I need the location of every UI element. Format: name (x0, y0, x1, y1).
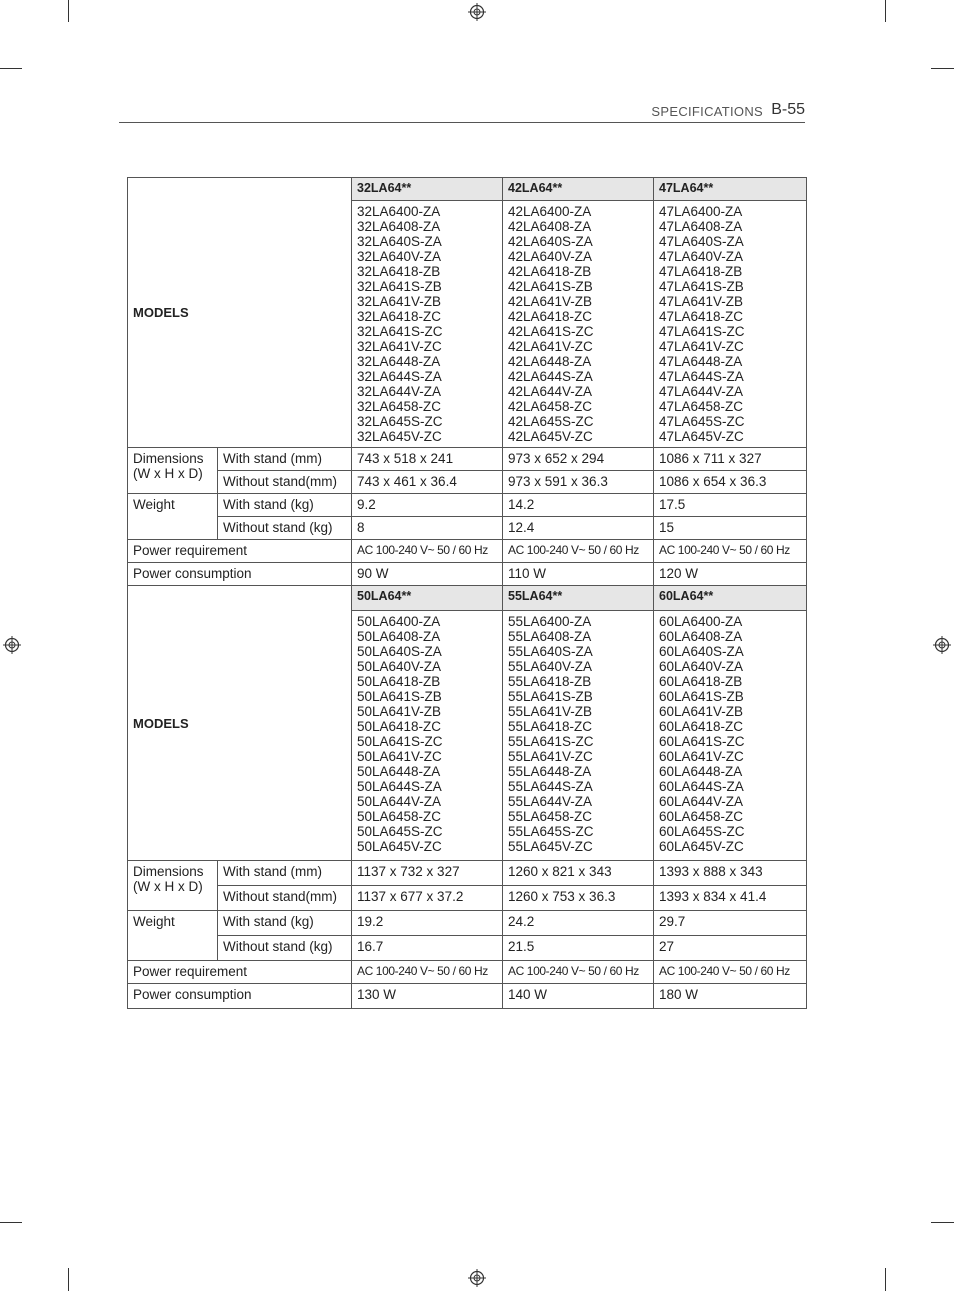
crosshair-registration-icon (933, 636, 951, 654)
crosshair-registration-icon (3, 636, 21, 654)
model-column-header: 47LA64** (654, 178, 807, 201)
crop-mark (931, 1222, 954, 1223)
crosshair-registration-icon (468, 3, 486, 21)
with-stand-mm-label: With stand (mm) (218, 861, 352, 886)
crop-mark (68, 1268, 69, 1291)
table-cell: 110 W (503, 563, 654, 586)
table-cell: 19.2 (352, 911, 503, 936)
models-label: MODELS (128, 586, 352, 861)
table-cell: 1137 x 677 x 37.2 (352, 886, 503, 911)
crop-mark (885, 1268, 886, 1291)
without-stand-kg-label: Without stand (kg) (218, 936, 352, 961)
table-cell: 1137 x 732 x 327 (352, 861, 503, 886)
table-cell: 8 (352, 517, 503, 540)
table-cell: 27 (654, 936, 807, 961)
model-column-header: 32LA64** (352, 178, 503, 201)
without-stand-kg-label: Without stand (kg) (218, 517, 352, 540)
without-stand-mm-label: Without stand(mm) (218, 471, 352, 494)
without-stand-mm-label: Without stand(mm) (218, 886, 352, 911)
weight-label: Weight (128, 911, 218, 961)
page-header (119, 100, 805, 123)
crosshair-registration-icon (468, 1269, 486, 1287)
table-cell: 21.5 (503, 936, 654, 961)
power-consumption-label: Power consumption (128, 984, 352, 1009)
crop-mark (0, 68, 22, 69)
table-cell: 1086 x 711 x 327 (654, 448, 807, 471)
table-cell: 140 W (503, 984, 654, 1009)
with-stand-kg-label: With stand (kg) (218, 494, 352, 517)
crop-mark (0, 1222, 22, 1223)
power-requirement-label: Power requirement (128, 540, 352, 563)
table-cell: 15 (654, 517, 807, 540)
table-cell: 17.5 (654, 494, 807, 517)
table-cell: 1393 x 834 x 41.4 (654, 886, 807, 911)
table-cell: 180 W (654, 984, 807, 1009)
table-cell: 1393 x 888 x 343 (654, 861, 807, 886)
model-list: 60LA6400-ZA 60LA6408-ZA 60LA640S-ZA 60LA640V-ZA 60LA6418-ZB 60LA641S-ZB 60LA641V-ZB 60LA6418-ZC 60LA641S-ZC 60LA641V-ZC 60LA6448-ZA 60LA644S-ZA 60LA644V-ZA 60LA6458-ZC 60LA645S-ZC 60LA645V-ZC (654, 611, 807, 861)
table-cell: 90 W (352, 563, 503, 586)
crop-mark (931, 68, 954, 69)
model-list: 55LA6400-ZA 55LA6408-ZA 55LA640S-ZA 55LA640V-ZA 55LA6418-ZB 55LA641S-ZB 55LA641V-ZB 55LA6418-ZC 55LA641S-ZC 55LA641V-ZC 55LA6448-ZA 55LA644S-ZA 55LA644V-ZA 55LA6458-ZC 55LA645S-ZC 55LA645V-ZC (503, 611, 654, 861)
table-cell: 120 W (654, 563, 807, 586)
model-list: 47LA6400-ZA 47LA6408-ZA 47LA640S-ZA 47LA640V-ZA 47LA6418-ZB 47LA641S-ZB 47LA641V-ZB 47LA6418-ZC 47LA641S-ZC 47LA641V-ZC 47LA6448-ZA 47LA644S-ZA 47LA644V-ZA 47LA6458-ZC 47LA645S-ZC 47LA645V-ZC (654, 201, 807, 448)
table-cell: 24.2 (503, 911, 654, 936)
model-column-header: 50LA64** (352, 586, 503, 611)
table-cell: 1260 x 821 x 343 (503, 861, 654, 886)
table-cell: 12.4 (503, 517, 654, 540)
power-consumption-label: Power consumption (128, 563, 352, 586)
table-cell: 1086 x 654 x 36.3 (654, 471, 807, 494)
with-stand-mm-label: With stand (mm) (218, 448, 352, 471)
section-title: SPECIFICATIONS (651, 104, 763, 119)
model-column-header: 42LA64** (503, 178, 654, 201)
crop-mark (68, 0, 69, 22)
table-cell: AC 100-240 V~ 50 / 60 Hz (352, 540, 503, 563)
crop-mark (885, 0, 886, 22)
power-requirement-label: Power requirement (128, 961, 352, 984)
models-label: MODELS (128, 178, 352, 448)
table-cell: 130 W (352, 984, 503, 1009)
table-cell: AC 100-240 V~ 50 / 60 Hz (654, 540, 807, 563)
model-column-header: 55LA64** (503, 586, 654, 611)
with-stand-kg-label: With stand (kg) (218, 911, 352, 936)
table-cell: 1260 x 753 x 36.3 (503, 886, 654, 911)
table-cell: 743 x 518 x 241 (352, 448, 503, 471)
table-cell: AC 100-240 V~ 50 / 60 Hz (503, 961, 654, 984)
dimensions-label: Dimensions (W x H x D) (128, 861, 218, 911)
weight-label: Weight (128, 494, 218, 540)
table-cell: 743 x 461 x 36.4 (352, 471, 503, 494)
table-cell: AC 100-240 V~ 50 / 60 Hz (654, 961, 807, 984)
table-cell: 29.7 (654, 911, 807, 936)
model-list: 42LA6400-ZA 42LA6408-ZA 42LA640S-ZA 42LA640V-ZA 42LA6418-ZB 42LA641S-ZB 42LA641V-ZB 42LA6418-ZC 42LA641S-ZC 42LA641V-ZC 42LA6448-ZA 42LA644S-ZA 42LA644V-ZA 42LA6458-ZC 42LA645S-ZC 42LA645V-ZC (503, 201, 654, 448)
table-cell: 973 x 652 x 294 (503, 448, 654, 471)
page-number: B-55 (771, 101, 805, 118)
table-cell: 973 x 591 x 36.3 (503, 471, 654, 494)
dimensions-label: Dimensions (W x H x D) (128, 448, 218, 494)
table-cell: AC 100-240 V~ 50 / 60 Hz (503, 540, 654, 563)
table-cell: AC 100-240 V~ 50 / 60 Hz (352, 961, 503, 984)
model-list: 32LA6400-ZA 32LA6408-ZA 32LA640S-ZA 32LA640V-ZA 32LA6418-ZB 32LA641S-ZB 32LA641V-ZB 32LA6418-ZC 32LA641S-ZC 32LA641V-ZC 32LA6448-ZA 32LA644S-ZA 32LA644V-ZA 32LA6458-ZC 32LA645S-ZC 32LA645V-ZC (352, 201, 503, 448)
specifications-table (127, 177, 807, 1009)
table-cell: 9.2 (352, 494, 503, 517)
table-cell: 16.7 (352, 936, 503, 961)
table-cell: 14.2 (503, 494, 654, 517)
model-column-header: 60LA64** (654, 586, 807, 611)
model-list: 50LA6400-ZA 50LA6408-ZA 50LA640S-ZA 50LA640V-ZA 50LA6418-ZB 50LA641S-ZB 50LA641V-ZB 50LA6418-ZC 50LA641S-ZC 50LA641V-ZC 50LA6448-ZA 50LA644S-ZA 50LA644V-ZA 50LA6458-ZC 50LA645S-ZC 50LA645V-ZC (352, 611, 503, 861)
